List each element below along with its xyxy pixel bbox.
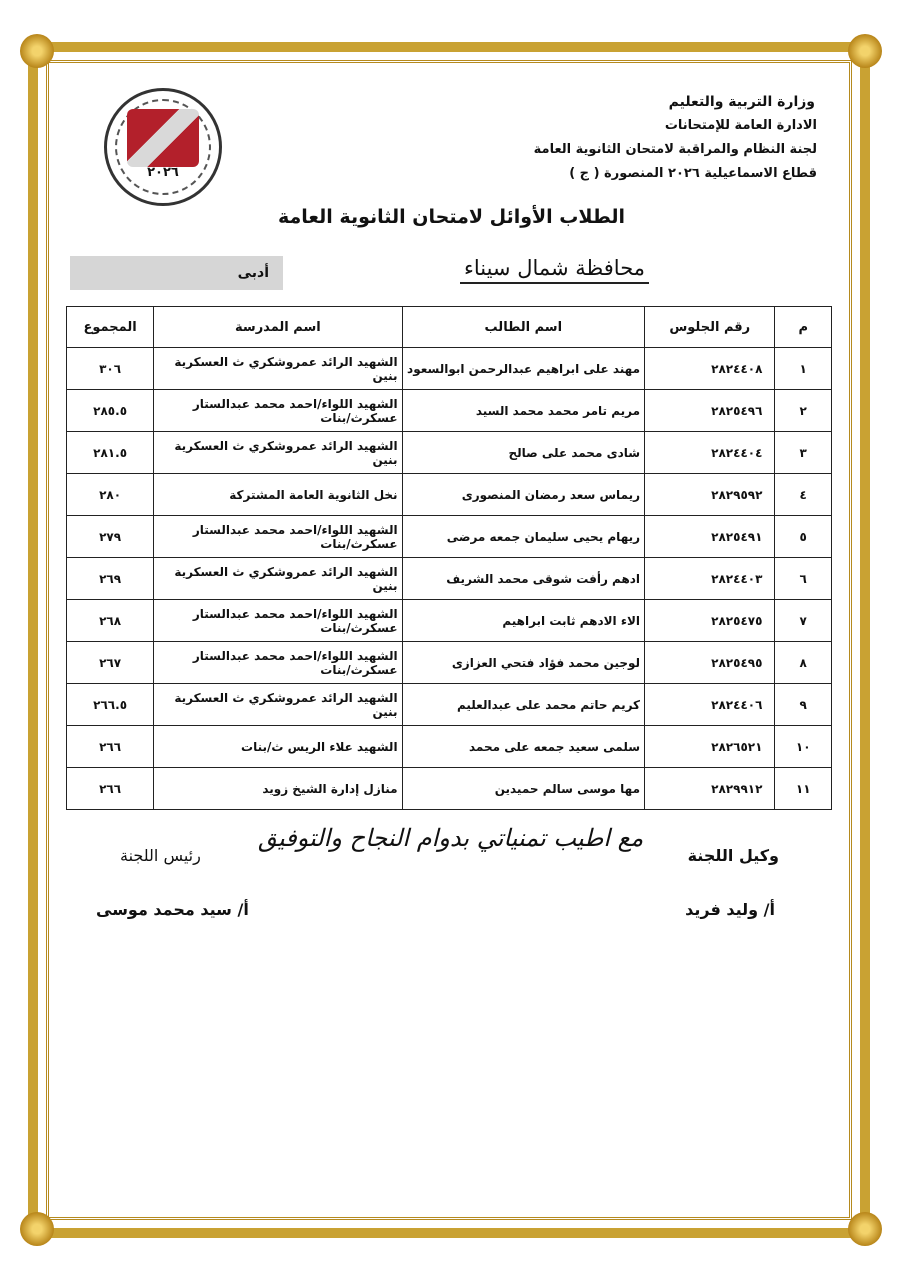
results-table xyxy=(66,306,832,810)
cell-seat: ٢٨٢٤٤٠٣ xyxy=(645,558,775,600)
header-seq: م xyxy=(775,307,832,348)
cell-seq: ٣ xyxy=(775,432,832,474)
cell-seat: ٢٨٢٥٤٩٦ xyxy=(645,390,775,432)
cell-school: الشهيد الرائد عمروشكري ث العسكرية بنين xyxy=(154,684,402,726)
cell-seq: ١١ xyxy=(775,768,832,810)
cell-school: الشهيد الرائد عمروشكري ث العسكرية بنين xyxy=(154,558,402,600)
governorate-heading: محافظة شمال سيناء xyxy=(460,256,649,284)
cell-seq: ٩ xyxy=(775,684,832,726)
header-name: اسم الطالب xyxy=(402,307,644,348)
corner-ornament xyxy=(20,34,54,68)
cell-seat: ٢٨٢٩٩١٢ xyxy=(645,768,775,810)
cell-seat: ٢٨٢٩٥٩٢ xyxy=(645,474,775,516)
cell-seq: ١ xyxy=(775,348,832,390)
ministry-name: وزارة التربية والتعليم xyxy=(668,94,815,110)
table-row xyxy=(67,768,832,810)
corner-ornament xyxy=(848,1212,882,1246)
cell-seq: ٥ xyxy=(775,516,832,558)
cell-total: ٢٦٧ xyxy=(67,642,154,684)
cell-name: مهند على ابراهيم عبدالرحمن ابوالسعود xyxy=(402,348,644,390)
cell-school: الشهيد اللواء/احمد محمد عبدالستار عسكرث/بنات xyxy=(154,600,402,642)
table-row xyxy=(67,558,832,600)
cell-seq: ٤ xyxy=(775,474,832,516)
cell-school: منازل إدارة الشيخ زويد xyxy=(154,768,402,810)
cell-total: ٢٨١.٥ xyxy=(67,432,154,474)
agent-title: وكيل اللجنة xyxy=(687,846,779,865)
cell-seat: ٢٨٢٤٤٠٦ xyxy=(645,684,775,726)
cell-name: ادهم رأفت شوقى محمد الشريف xyxy=(402,558,644,600)
cell-school: الشهيد اللواء/احمد محمد عبدالستار عسكرث/بنات xyxy=(154,390,402,432)
header-total: المجموع xyxy=(67,307,154,348)
document-header xyxy=(534,90,817,186)
cell-school: نخل الثانوية العامة المشتركة xyxy=(154,474,402,516)
cell-total: ٢٦٦ xyxy=(67,768,154,810)
cell-name: ريهام يحيى سليمان جمعه مرضى xyxy=(402,516,644,558)
cell-total: ٢٧٩ xyxy=(67,516,154,558)
cell-name: الاء الادهم ثابت ابراهيم xyxy=(402,600,644,642)
cell-name: لوجين محمد فؤاد فتحي العزازى xyxy=(402,642,644,684)
cell-total: ٢٨٠ xyxy=(67,474,154,516)
cell-seq: ٨ xyxy=(775,642,832,684)
table-row xyxy=(67,390,832,432)
cell-school: الشهيد اللواء/احمد محمد عبدالستار عسكرث/بنات xyxy=(154,642,402,684)
header-seat: رقم الجلوس xyxy=(645,307,775,348)
table-row xyxy=(67,642,832,684)
head-title: رئيس اللجنة xyxy=(120,846,201,865)
table-row xyxy=(67,684,832,726)
table-header-row xyxy=(67,307,832,348)
exam-administration: الادارة العامة للإمتحانات xyxy=(664,118,817,133)
table-row xyxy=(67,516,832,558)
table-row xyxy=(67,726,832,768)
cell-seat: ٢٨٢٤٤٠٤ xyxy=(645,432,775,474)
seal-emblem xyxy=(127,109,199,167)
cell-total: ٣٠٦ xyxy=(67,348,154,390)
cell-total: ٢٦٦.٥ xyxy=(67,684,154,726)
table-row xyxy=(67,432,832,474)
cell-seq: ١٠ xyxy=(775,726,832,768)
cell-seat: ٢٨٢٤٤٠٨ xyxy=(645,348,775,390)
cell-seq: ٦ xyxy=(775,558,832,600)
cell-total: ٢٦٦ xyxy=(67,726,154,768)
cell-total: ٢٨٥.٥ xyxy=(67,390,154,432)
cell-school: الشهيد الرائد عمروشكري ث العسكرية بنين xyxy=(154,348,402,390)
cell-name: كريم حاتم محمد على عبدالعليم xyxy=(402,684,644,726)
seal-year: ٢٠٢٦ xyxy=(147,165,179,180)
cell-total: ٢٦٨ xyxy=(67,600,154,642)
head-name: أ/ سيد محمد موسى xyxy=(96,900,249,919)
agent-name: أ/ وليد فريد xyxy=(685,900,775,919)
cell-seat: ٢٨٢٦٥٢١ xyxy=(645,726,775,768)
cell-name: مريم تامر محمد محمد السيد xyxy=(402,390,644,432)
exam-committee: لجنة النظام والمراقبة لامتحان الثانوية العامة xyxy=(533,142,817,157)
page-title: الطلاب الأوائل لامتحان الثانوية العامة xyxy=(278,206,625,228)
cell-school: الشهيد علاء الريس ث/بنات xyxy=(154,726,402,768)
table-row xyxy=(67,474,832,516)
cell-name: ريماس سعد رمضان المنصورى xyxy=(402,474,644,516)
corner-ornament xyxy=(848,34,882,68)
cell-school: الشهيد الرائد عمروشكري ث العسكرية بنين xyxy=(154,432,402,474)
cell-seat: ٢٨٢٥٤٩٥ xyxy=(645,642,775,684)
cell-school: الشهيد اللواء/احمد محمد عبدالستار عسكرث/بنات xyxy=(154,516,402,558)
cell-name: مها موسى سالم حميدين xyxy=(402,768,644,810)
corner-ornament xyxy=(20,1212,54,1246)
cell-seq: ٢ xyxy=(775,390,832,432)
cell-name: شادى محمد على صالح xyxy=(402,432,644,474)
cell-seat: ٢٨٢٥٤٩١ xyxy=(645,516,775,558)
table-row xyxy=(67,600,832,642)
exam-sector: قطاع الاسماعيلية ٢٠٢٦ المنصورة ( ج ) xyxy=(569,166,817,181)
header-school: اسم المدرسة xyxy=(154,307,402,348)
cell-name: سلمى سعيد جمعه على محمد xyxy=(402,726,644,768)
table-row xyxy=(67,348,832,390)
cell-total: ٢٦٩ xyxy=(67,558,154,600)
section-badge: أدبى xyxy=(70,256,283,290)
cell-seq: ٧ xyxy=(775,600,832,642)
wish-text: مع اطيب تمنياتي بدوام النجاح والتوفيق xyxy=(258,824,644,852)
ministry-seal xyxy=(104,88,222,206)
cell-seat: ٢٨٢٥٤٧٥ xyxy=(645,600,775,642)
